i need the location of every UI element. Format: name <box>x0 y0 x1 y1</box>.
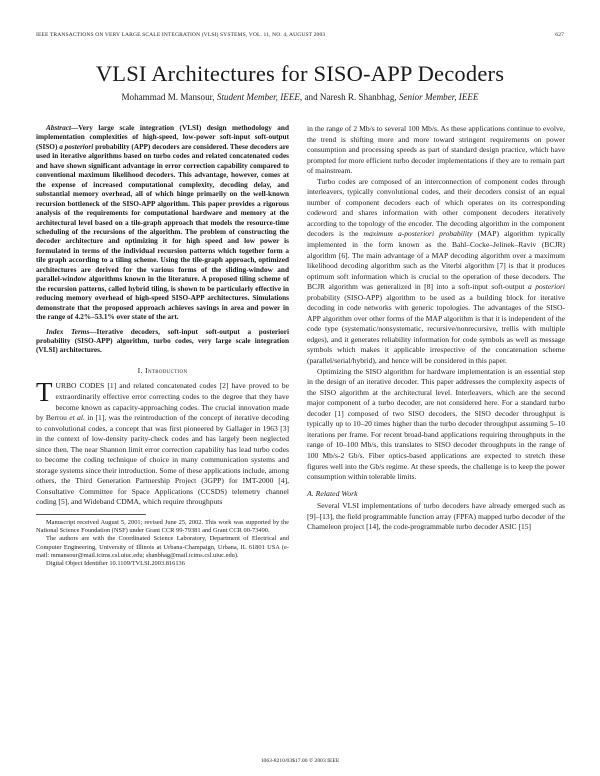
index-terms-text: Iterative decoders, soft-input soft-output a posteriori probability (SISO-APP) algorithm, turbo codes, very large scale integration (VLSI) architectures. <box>36 327 289 355</box>
intro-text-1: [1] and related concatenated codes [2] have proved to be extraordinarily effective error correcting codes to the degree that they have become known as capacity-approaching codes. The crucial innovation made by Berrou <box>36 381 289 423</box>
cap-word: URBO CODES <box>55 381 105 391</box>
author-2: and Naresh R. Shanbhag, <box>304 92 397 102</box>
abstract <box>36 124 289 323</box>
index-terms <box>36 328 289 356</box>
drop-cap: T <box>36 377 53 408</box>
right-paragraph-3: Several VLSI implementations of turbo decoders have already emerged such as [9]–[13], the field programmable function array (FPFA) mapped turbo decoder of the Chameleon project [14], the code-programmable turbo decoder ASIC [15] <box>307 501 565 532</box>
right-paragraph-1 <box>307 177 565 367</box>
right-p1-italic-2: a posteriori <box>527 282 565 292</box>
author-1: Mohammad M. Mansour, <box>121 92 215 102</box>
right-paragraph-2: Optimizing the SISO algorithm for hardware implementation is an essential step in the design of an iterative decoder. This paper addresses the complexity aspects of the SISO algorithm at the architectural level. Interleavers, which are the second major component of a turbo decoder, are not considered here. For a standard turbo decoder [1] composed of two SISO decoders, the SISO decoder throughput is typically up to 10–20 times higher than the turbo decoder throughput assuming 5–10 iterations per frame. For recent broad-band applications requiring throughputs in the range of 10–100 Mb/s, this translates to SISO decoder throughputs in the range of 100 Mb/s-2 Gb/s. Fiber optics-based applications are expected to stretch these figures well into the Gb/s regime. At these speeds, the challenge is to keep the power consumption within tolerable limits. <box>307 366 565 482</box>
footnote-manuscript: Manuscript received August 5, 2001; revised June 25, 2002. This work was supported by the National Science Foundation (NSF) under Grant CCR 99-79381 and Grant CCR 00-73490. <box>36 518 289 535</box>
authors-line <box>0 92 600 102</box>
running-header <box>36 32 564 38</box>
right-p1-text-b: (MAP) algorithm typically implemented in the form known as the Bahl–Cocke–Jelinek–Raviv (BCJR) algorithm [6]. The main advantage of a MAP decoding algorithm over a maximum likelihood decoding algorithm such as the Viterbi algorithm [7] is that it produces optimum soft information which is crucial to the operation of these decoders. The BCJR algorithm was generalized in [8] into a soft-input soft-output <box>307 229 565 292</box>
footnote-doi: Digital Object Identifier 10.1109/TVLSI.2003.816136 <box>46 560 185 567</box>
author-2-role: Senior Member, IEEE <box>398 92 479 102</box>
right-p1-text-c: probability (SISO-APP) algorithm to be used as a building block for iterative decoding in code networks with generic topologies. The advantages of the SISO-APP algorithm over other forms of the MAP algorithm is that it is independent of the code type (systematic/nonsystematic, recursive/nonrecursive, trellis with multiple edges), and it generates reliability information for code symbols as well as message symbols which makes it applicable irrespective of the concatenation scheme (parallel/serial/hybrid), and hence will be considered in this paper. <box>307 292 565 366</box>
intro-paragraph <box>36 377 290 508</box>
abstract-label: Abstract— <box>46 124 79 132</box>
right-paragraph-0: in the range of 2 Mb/s to several 100 Mb/s. As these applications continue to evolve, the trend is shifting more and more toward stringent requirements on power consumption and processing speeds as part of standard design practice, which have prompted for more efficient turbo decoder implementations if they are to remain part of mainstream. <box>307 124 565 176</box>
footnote-affiliation: The authors are with the Coordinated Science Laboratory, Department of Electrical and Computer Engineering, University of Illinois at Urbana-Champaign, Urbana, IL 61801 USA (e-mail: mmansour@mail.icims.csl.uiuc.edu; shanbhag@mail.icims.csl.uiuc.edu). <box>36 535 289 559</box>
copyright-footer: 1063-8210/03$17.00 © 2003 IEEE <box>260 758 340 764</box>
index-terms-label: Index Terms— <box>46 327 97 336</box>
section-number: I. <box>137 365 143 375</box>
intro-text-2: in [1], was the reintroduction of the concept of iterative decoding to convolutional codes, a concept that was first pioneered by Gallager in 1963 [3] in the context of low-density parity-check codes and has largely been neglected since then. The near Shannon limit error correction capability has lead turbo codes to become the coding technique of choice in many communication systems and storage systems since their introduction. Some of these applications include, among others, the Third Generation Partnership Project (3GPP) for IMT-2000 [4], Consultative Committee for Space Applications (CCSDS) telemetry channel coding [5], and Wideband CDMA, which require throughputs <box>36 413 290 507</box>
abstract-italic: a posteriori <box>59 142 94 151</box>
abstract-text-1: Very large scale integration (VLSI) design methodology and implementation complexities of high-speed, low-power soft-input soft-output (SISO) <box>36 124 289 151</box>
right-p1-italic: maximum a-posteriori probability <box>363 229 473 239</box>
author-1-role: Student Member, IEEE, <box>216 92 303 102</box>
right-p1-text-a: Turbo codes are composed of an interconnection of component codes through interleavers, typically convolutional codes, and their decoders consist of an equal number of component decoders each of which operates on its corresponding codeword and shares information with other component decoders iteratively according to the topology of the encoder. The decoding algorithm in the component decoders is the <box>307 176 565 239</box>
right-column <box>307 124 565 533</box>
abstract-text-2: probability (APP) decoders are considered. These decoders are used in iterative algorithms based on turbo codes and related concatenated codes and have shown significant advantage in error correction capability compared to conventional maximum likelihood decoders. This advantage, however, comes at the expense of increased computational complexity, decoding delay, and substantial memory overhead, all of which hinge primarily on the well-known recursion bottleneck of the SISO-APP algorithm. This paper provides a rigorous analysis of the requirements for computational hardware and memory at the architectural level based on a tile-graph approach that models the resource-time scheduling of the recursions of the algorithm. The problem of constructing the decoder architecture and optimizing it for high speed and low power is formulated in terms of the individual recursion patterns which together form a tile graph according to a tiling scheme. Using the tile-graph approach, optimized architectures are derived for the various forms of the sliding-window and parallel-window algorithms known in the literature. A proposed tiling scheme of the recursion patterns, called hybrid tiling, is shown to be particularly effective in reducing memory overhead of high-speed SISO-APP architectures. Simulations demonstrate that the proposed approach achieves savings in area and power in the range of 4.2%–53.1% over state of the art. <box>36 142 290 322</box>
section-title: Introduction <box>145 365 188 375</box>
paper-title: VLSI Architectures for SISO-APP Decoders <box>95 61 505 86</box>
subsection-heading: A. Related Work <box>307 488 358 498</box>
section-heading <box>36 366 289 377</box>
footnote-rule <box>36 514 146 515</box>
intro-etal: et al. <box>69 413 85 423</box>
footnotes <box>36 514 289 568</box>
left-column <box>36 124 289 568</box>
journal-header: IEEE TRANSACTIONS ON VERY LARGE SCALE INTEGRATION (VLSI) SYSTEMS, VOL. 11, NO. 4, AUGUST 2003 <box>36 32 326 38</box>
page-number: 627 <box>555 32 564 38</box>
